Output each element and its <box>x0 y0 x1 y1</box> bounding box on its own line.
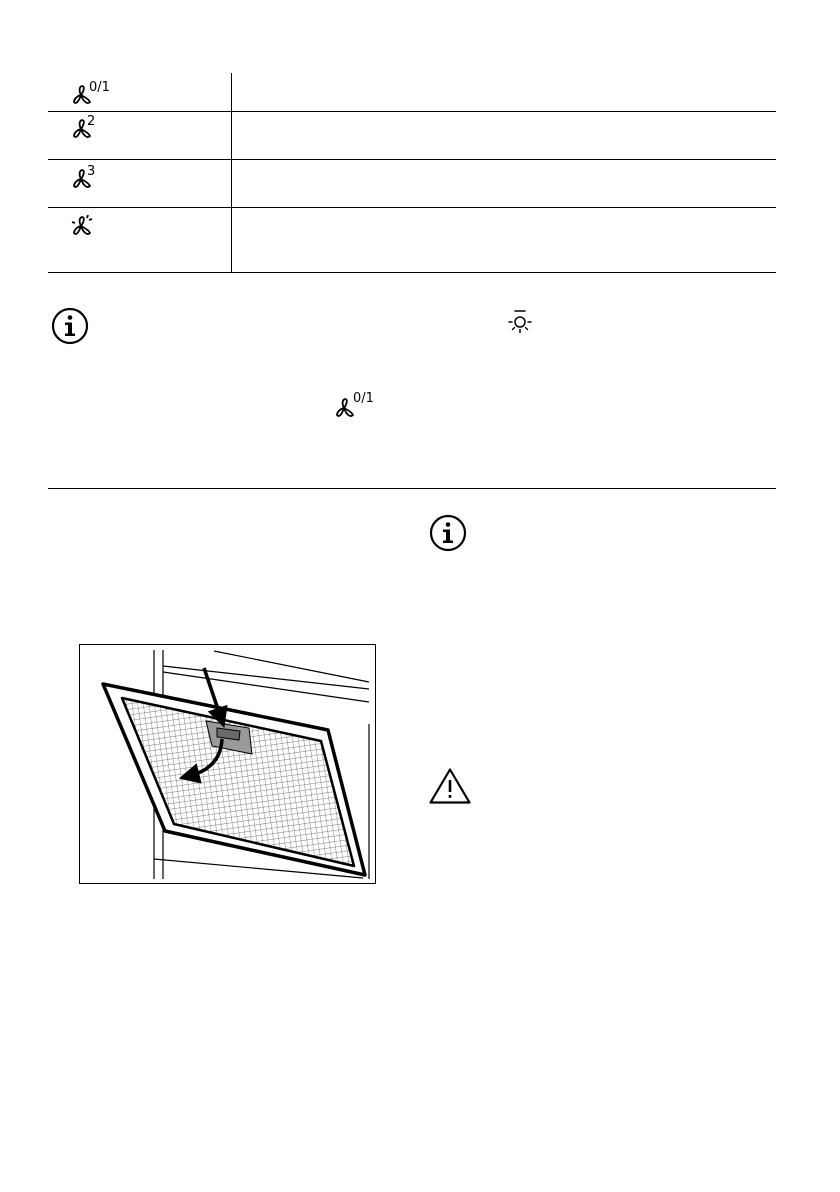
fan-speed-3-label: 3 <box>87 164 96 179</box>
fan-speed-2-label: 2 <box>87 114 96 129</box>
inline-fan-speed-label <box>333 391 393 426</box>
fan-boost-icon <box>70 215 94 237</box>
fan-speed-1-label: 0/1 <box>89 80 110 95</box>
table-bottom-border <box>48 272 776 273</box>
inline-fan-speed-sup: 0/1 <box>353 391 374 406</box>
light-icon <box>506 308 534 336</box>
table-column-divider <box>231 73 232 272</box>
fan-speed-2-cell <box>70 114 130 148</box>
grease-filter-illustration <box>79 644 376 884</box>
fan-speed-boost-cell <box>70 215 130 245</box>
table-row-divider <box>48 207 776 208</box>
section-divider <box>48 488 776 489</box>
info-icon <box>429 514 467 552</box>
fan-speed-1-cell <box>70 80 130 114</box>
table-row-divider <box>48 111 776 112</box>
warning-icon <box>428 767 472 805</box>
fan-speed-3-cell <box>70 164 130 198</box>
info-icon <box>51 307 89 345</box>
fan-icon <box>333 397 355 419</box>
table-row-divider <box>48 159 776 160</box>
